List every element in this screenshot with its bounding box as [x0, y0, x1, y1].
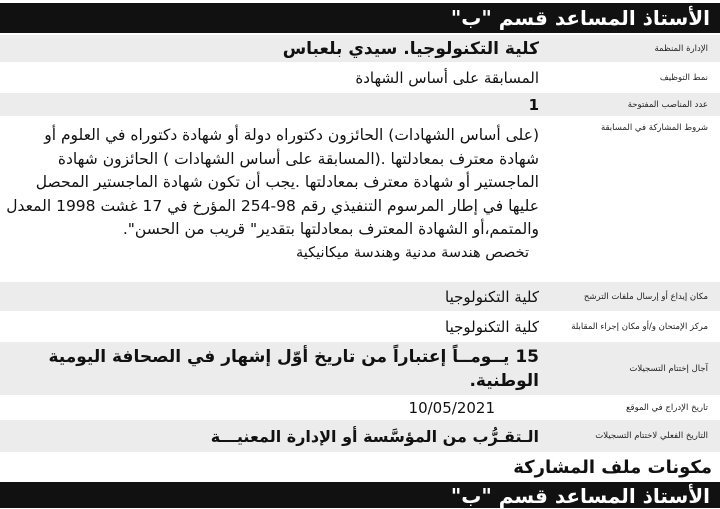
positions-value: 1: [528, 95, 539, 114]
exam-center-value: كلية التكنولوجيا: [445, 317, 539, 336]
row-actual-close: [0, 420, 720, 453]
conditions-line: (على أساس الشهادات) الحائزون دكتوراه دولة أو شهادة دكتوراه في العلوم أو: [44, 126, 539, 144]
header-bar: الأستاذ المساعد قسم "ب": [0, 3, 720, 33]
conditions-line: الماجستير أو شهادة معترف بمعادلتها .يجب أن تكون شهادة الماجستير المحصل: [35, 173, 539, 191]
conditions-line: عليها في إطار المرسوم التنفيذي رقم 98-254 المؤرخ في 17 غشت 1998 المعدل: [6, 196, 539, 215]
actual-close-value: الـتقـرُّب من المؤسَّسة أو الإدارة المعنيـــة: [210, 426, 539, 446]
deadline-label: آجال إختتام التسجيلات: [629, 363, 708, 374]
specialty-line: تخصص هندسة مدنية وهندسة ميكانيكية: [296, 244, 529, 261]
institution-value: كلية التكنولوجيا. سيدي بلعباس: [282, 38, 539, 59]
recruitment-mode-label: نمط التوظيف: [659, 72, 708, 83]
conditions-text: [0, 117, 545, 281]
conditions-label: شروط المشاركة في المسابقة: [600, 123, 708, 133]
row-exam-center: [0, 312, 720, 342]
row-conditions: [0, 117, 720, 282]
publish-date-value: 10/05/2021: [408, 398, 495, 417]
row-institution: [0, 35, 720, 63]
publish-date-label: تاريخ الإدراج في الموقع: [626, 402, 708, 413]
submission-place-label: مكان إيداع أو إرسال ملفات الترشح: [583, 291, 708, 302]
recruitment-mode-value: المسابقة على أساس الشهادة: [355, 68, 539, 87]
footer-bar: الأستاذ المساعد قسم "ب": [0, 482, 720, 508]
row-deadline: [0, 342, 720, 396]
row-submission-place: [0, 282, 720, 312]
deadline-value: 15 يــومــاً إعتباراً من تاريخ أوّل إشهار في الصحافة اليومية الوطنية.: [48, 346, 539, 391]
row-recruitment-mode: [0, 63, 720, 93]
actual-close-label: التاريخ الفعلي لاختتام التسجيلات: [595, 431, 708, 441]
submission-place-value: كلية التكنولوجيا: [445, 287, 539, 306]
row-positions: [0, 93, 720, 117]
conditions-line: والمتمم،أو الشهادة المعترف بمعادلتها بتقدير" قريب من الحسن".: [122, 220, 539, 238]
institution-label: الإدارة المنظمة: [654, 43, 708, 54]
positions-label: عدد المناصب المفتوحة: [627, 99, 708, 110]
row-publish-date: [0, 396, 720, 420]
conditions-line: شهادة معترف بمعادلتها .(المسابقة على أساس الشهادات ) الحائزون شهادة: [57, 149, 539, 168]
section-title: مكونات ملف المشاركة: [513, 457, 712, 478]
exam-center-label: مركز الإمتحان و/أو مكان إجراء المقابلة: [571, 321, 708, 332]
